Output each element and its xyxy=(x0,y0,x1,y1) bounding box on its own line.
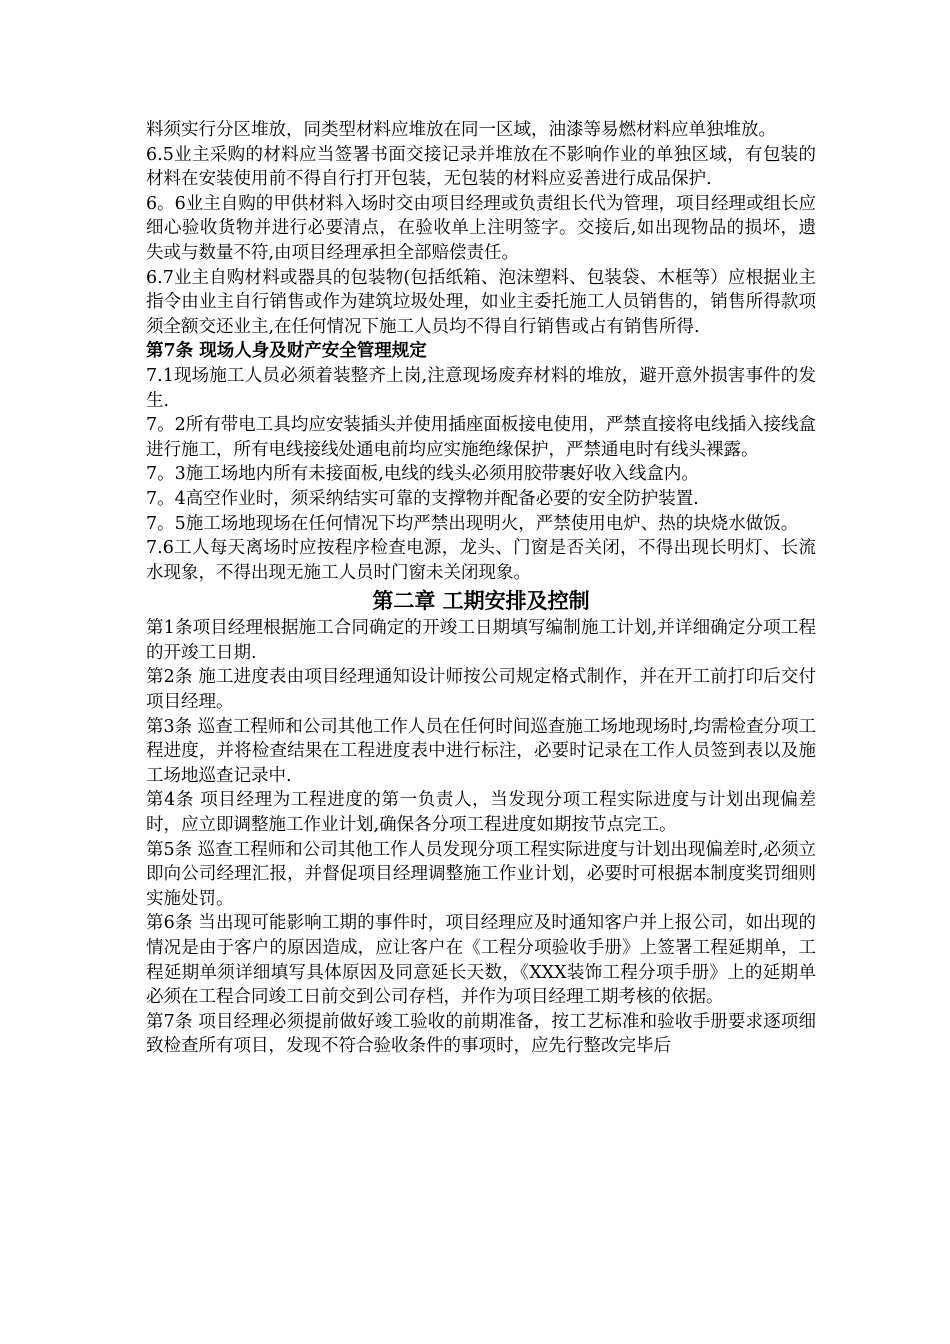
chapter-article-2: 第2条 施工进度表由项目经理通知设计师按公司规定格式制作，并在开工前打印后交付项目经理。 xyxy=(146,667,816,713)
paragraph-7-4: 7。4高空作业时，须采纳结实可靠的支撑物并配备必要的安全防护装置. xyxy=(146,488,699,509)
paragraph-materials-storage: 料须实行分区堆放，同类型材料应堆放在同一区域，油漆等易燃材料应单独堆放。 xyxy=(146,120,776,140)
chapter-article-1: 第1条项目经理根据施工合同确定的开竣工日期填写编制施工计划,并详细确定分项工程的开竣工日期. xyxy=(146,618,816,663)
chapter-article-7: 第7条 项目经理必须提前做好竣工验收的前期准备，按工艺标准和验收手册要求逐项细致检查所有项目，发现不符合验收条件的事项时，应先行整改完毕后 xyxy=(146,1011,816,1057)
chapter-2-title: 第二章 工期安排及控制 xyxy=(372,589,590,614)
chapter-article-4: 第4条 项目经理为工程进度的第一负责人，当发现分项工程实际进度与计划出现偏差时，应立即调整施工作业计划,确保各分项工程进度如期按节点完工。 xyxy=(146,790,816,836)
paragraph-6-7: 6.7业主自购材料或器具的包装物(包括纸箱、泡沫塑料、包装袋、木框等）应根据业主指令由业主自行销售或作为建筑垃圾处理，如业主委托施工人员销售的，销售所得款项须全额交还业主,在任何情况下施工人员均不得自行销售或占有销售所得. xyxy=(146,267,816,337)
article-7-heading: 第7条 现场人身及财产安全管理规定 xyxy=(146,341,427,362)
paragraph-7-3: 7。3施工场地内所有未接面板,电线的线头必须用胶带裹好收入线盒内。 xyxy=(146,464,699,485)
paragraph-7-6: 7.6工人每天离场时应按程序检查电源，龙头、门窗是否关闭，不得出现长明灯、长流水现象，不得出现无施工人员时门窗未关闭现象。 xyxy=(146,538,816,583)
paragraph-7-5: 7。5施工场地现场在任何情况下均严禁出现明火，严禁使用电炉、热的块烧水做饭。 xyxy=(146,513,799,534)
chapter-article-5: 第5条 巡查工程师和公司其他工作人员发现分项工程实际进度与计划出现偏差时,必须立即向公司经理汇报，并督促项目经理调整施工作业计划，必要时可根据本制度奖罚细则实施处罚。 xyxy=(146,839,816,909)
paragraph-7-1: 7.1现场施工人员必须着装整齐上岗,注意现场废弃材料的堆放，避开意外损害事件的发生. xyxy=(146,365,816,411)
paragraph-6-5: 6.5业主采购的材料应当签署书面交接记录并堆放在不影响作业的单独区域，有包装的材料在安装使用前不得自行打开包装，无包装的材料应妥善进行成品保护. xyxy=(146,144,816,190)
chapter-article-3: 第3条 巡查工程师和公司其他工作人员在任何时间巡查施工场地现场时,均需检查分项工程进度，并将检查结果在工程进度表中进行标注，必要时记录在工作人员签到表以及施工场地巡查记录中. xyxy=(146,716,816,786)
chapter-article-6: 第6条 当出现可能影响工期的事件时，项目经理应及时通知客户并上报公司，如出现的情况是由于客户的原因造成，应让客户在《工程分项验收手册》上签署工程延期单，工程延期单须详细填写具体原因及同意延长天数，《XXX装饰工程分项手册》上的延期单必须在工程合同竣工日前交到公司存档，并作为项目经理工期考核的依据。 xyxy=(146,913,816,1008)
paragraph-7-2: 7。2所有带电工具均应安装插头并使用插座面板接电使用，严禁直接将电线插入接线盒进行施工，所有电线接线处通电前均应实施绝缘保护，严禁通电时有线头裸露。 xyxy=(146,415,816,460)
paragraph-6-6: 6。6业主自购的甲供材料入场时交由项目经理或负责组长代为管理，项目经理或组长应细心验收货物并进行必要清点，在验收单上注明签字。交接后,如出现物品的损坏，遗失或与数量不符,由项目经理承担全部赔偿责任。 xyxy=(146,193,816,263)
document-page xyxy=(146,118,816,1059)
